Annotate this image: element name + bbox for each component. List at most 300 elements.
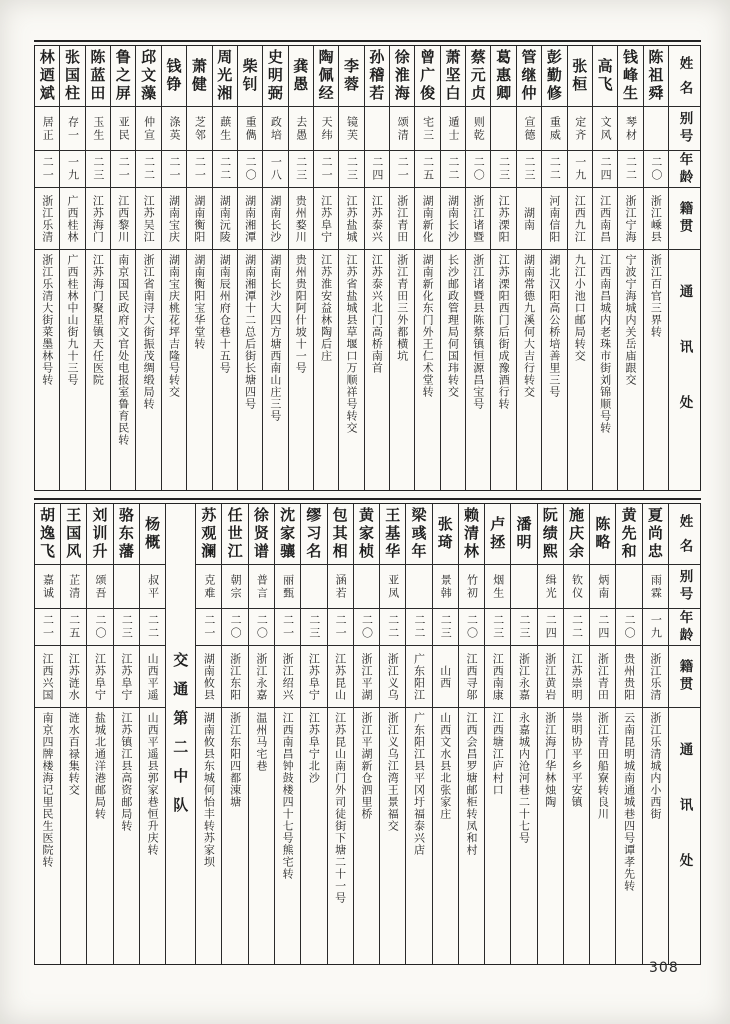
person-name-text: 黄家桢 — [356, 507, 375, 561]
person-alias-text: 亚民 — [117, 115, 131, 142]
person-name — [249, 504, 274, 564]
person-native-text: 浙江乐清 — [648, 652, 662, 701]
person-alias-text: 钦仪 — [570, 573, 584, 600]
person-age-text: 二二 — [548, 156, 562, 182]
person-native-text: 山西平遥 — [146, 652, 160, 701]
person-alias-text: 朝宗 — [229, 573, 243, 600]
person-name-text: 林迺斌 — [37, 49, 56, 103]
person-age-text: 二〇 — [623, 614, 637, 640]
person-name-text: 梁彧年 — [409, 507, 428, 561]
person-alias-text: 叔平 — [146, 573, 160, 600]
person-alias — [568, 106, 592, 150]
person-native-text: 江西南昌 — [598, 194, 612, 243]
person-native-text: 浙江乐清 — [40, 194, 54, 243]
person-native-text: 河南信阳 — [547, 194, 561, 243]
person-name-text: 徐贤谱 — [251, 507, 270, 561]
header-name-text: 姓名 — [676, 513, 693, 563]
person-age — [289, 150, 313, 187]
roster-table-bottom — [34, 498, 701, 965]
person-name-text: 鲁之屏 — [113, 49, 132, 103]
person-column — [314, 46, 339, 490]
header-native-text: 籍贯 — [676, 201, 693, 236]
person-age — [111, 150, 135, 187]
person-native-text: 浙江东阳 — [228, 652, 242, 701]
person-native — [643, 645, 668, 707]
person-column — [406, 504, 432, 964]
person-age — [35, 150, 59, 187]
person-age — [87, 608, 112, 645]
person-native-text: 江西兴国 — [41, 652, 55, 701]
person-name-text: 任世江 — [225, 507, 244, 561]
person-name — [140, 504, 165, 564]
person-name — [328, 504, 353, 564]
person-address-text: 浙江省南浔大街振茂绸缎局转 — [142, 254, 156, 410]
person-alias-text: 宣德 — [523, 115, 537, 142]
person-address — [542, 249, 566, 490]
person-alias — [354, 564, 379, 608]
person-age-text: 二三 — [518, 614, 532, 640]
person-native-text: 江苏吴江 — [142, 194, 156, 243]
person-name-text: 骆东藩 — [116, 507, 135, 561]
person-age — [187, 150, 211, 187]
person-name — [301, 504, 326, 564]
person-age-text: 二二 — [218, 156, 232, 182]
person-alias — [162, 106, 186, 150]
person-age — [390, 150, 414, 187]
person-address-text: 浙江乐清大街菜墨林号转 — [40, 254, 54, 386]
person-alias — [406, 564, 431, 608]
person-native-text: 浙江嵊县 — [649, 194, 663, 243]
person-name — [568, 46, 592, 106]
person-column — [263, 46, 288, 490]
person-alias-text: 仲宣 — [142, 115, 156, 142]
person-column — [61, 504, 87, 964]
person-address-text: 江西南昌城内老珠市街刘锦顺号转 — [598, 254, 612, 434]
person-address — [415, 249, 439, 490]
person-native — [136, 187, 160, 249]
person-age — [466, 150, 490, 187]
person-native-text: 湖南长沙 — [446, 194, 460, 243]
person-native-text: 浙江义乌 — [386, 652, 400, 701]
person-column — [415, 46, 440, 490]
person-address — [238, 249, 262, 490]
person-column — [354, 504, 380, 964]
roster-table-top — [34, 40, 701, 491]
person-native-text: 江苏阜宁 — [319, 194, 333, 243]
person-address-text: 湖南长沙大四方塘西南山庄三号 — [268, 254, 282, 422]
person-address — [441, 249, 465, 490]
person-native-text: 湖南攸县 — [202, 652, 216, 701]
person-native — [406, 645, 431, 707]
person-age — [339, 150, 363, 187]
person-native — [568, 187, 592, 249]
person-native-text: 浙江永嘉 — [254, 652, 268, 701]
person-column — [222, 504, 248, 964]
person-alias-text: 定齐 — [573, 115, 587, 142]
person-alias — [86, 106, 110, 150]
person-age-text: 一九 — [649, 614, 663, 640]
person-age — [643, 608, 668, 645]
person-column — [433, 504, 459, 964]
person-age — [213, 150, 237, 187]
person-native — [213, 187, 237, 249]
person-native — [314, 187, 338, 249]
person-native — [538, 645, 563, 707]
person-address — [61, 707, 86, 964]
person-address — [140, 707, 165, 964]
person-name-text: 刘训升 — [90, 507, 109, 561]
person-name — [485, 504, 510, 564]
person-native — [564, 645, 589, 707]
person-address — [222, 707, 247, 964]
person-age — [196, 608, 221, 645]
person-alias — [538, 564, 563, 608]
person-name-text: 史明弼 — [265, 49, 284, 103]
person-address — [275, 707, 300, 964]
roster-table-top-grid — [34, 45, 701, 491]
person-address-text: 浙江百官三界转 — [649, 254, 663, 338]
person-column — [441, 46, 466, 490]
person-name — [441, 46, 465, 106]
person-alias — [643, 564, 668, 608]
person-alias — [114, 564, 139, 608]
person-name-text: 高飞 — [595, 58, 614, 94]
person-address-text: 湖南湘潭十二总后街长塘四号 — [243, 254, 257, 410]
person-alias — [390, 106, 414, 150]
person-age — [35, 608, 60, 645]
person-age — [263, 150, 287, 187]
person-address-text: 湖南宝庆桃花坪吉隆号转交 — [167, 254, 181, 398]
person-name-text: 管继仲 — [519, 49, 538, 103]
person-column — [564, 504, 590, 964]
person-address-text: 江苏溧阳西门后街成豫酒行转 — [497, 254, 511, 410]
person-name-text: 曾广俊 — [418, 49, 437, 103]
person-address — [406, 707, 431, 964]
person-alias — [339, 106, 363, 150]
person-column — [35, 504, 61, 964]
person-native-text: 江苏阜宁 — [307, 652, 321, 701]
person-age — [60, 150, 84, 187]
person-name-text: 卢拯 — [488, 516, 507, 552]
person-alias — [491, 106, 515, 150]
person-name — [491, 46, 515, 106]
person-alias — [618, 106, 642, 150]
person-alias — [593, 106, 617, 150]
person-age — [380, 608, 405, 645]
person-address-text: 江苏海门聚星镇天任医院 — [91, 254, 105, 386]
person-name — [86, 46, 110, 106]
person-name-text: 柴钊 — [240, 58, 259, 94]
person-address-text: 永嘉城内沧河巷二十七号 — [517, 712, 531, 844]
person-native-text: 广东阳江 — [412, 652, 426, 701]
person-age-text: 二一 — [202, 614, 216, 640]
person-column — [87, 504, 113, 964]
person-native — [354, 645, 379, 707]
person-age-text: 二一 — [41, 614, 55, 640]
person-alias — [517, 106, 541, 150]
person-age — [275, 608, 300, 645]
person-age — [644, 150, 668, 187]
person-age — [491, 150, 515, 187]
person-name — [162, 46, 186, 106]
person-native-text: 山西 — [438, 664, 452, 689]
person-age — [590, 608, 615, 645]
person-native — [35, 187, 59, 249]
person-age-text: 二二 — [570, 614, 584, 640]
person-name — [538, 504, 563, 564]
person-address-text: 盐城北通洋港邮局转 — [93, 712, 107, 820]
person-address — [60, 249, 84, 490]
header-address — [669, 707, 700, 964]
person-name-text: 张琦 — [435, 516, 454, 552]
person-alias — [564, 564, 589, 608]
person-age-text: 二一 — [117, 156, 131, 182]
person-alias-text: 天纬 — [320, 115, 334, 142]
person-native-text: 江西九江 — [573, 194, 587, 243]
person-alias-text: 亚凤 — [386, 573, 400, 600]
person-name — [213, 46, 237, 106]
person-native — [590, 645, 615, 707]
person-name-text: 陈蓝田 — [88, 49, 107, 103]
person-age-text: 二一 — [320, 156, 334, 182]
person-native — [61, 645, 86, 707]
person-age-text: 二三 — [497, 156, 511, 182]
person-address-text: 广西桂林中山街九十三号 — [66, 254, 80, 386]
header-alias-text: 别号 — [676, 569, 693, 604]
person-address — [114, 707, 139, 964]
header-alias — [669, 564, 700, 608]
person-native-text: 江苏泰兴 — [370, 194, 384, 243]
header-alias-text: 别号 — [676, 111, 693, 146]
person-alias — [415, 106, 439, 150]
person-native — [542, 187, 566, 249]
person-column — [249, 504, 275, 964]
person-name-text: 夏尚忠 — [645, 507, 664, 561]
person-address — [187, 249, 211, 490]
person-alias-text: 政培 — [269, 115, 283, 142]
person-alias-text: 去愚 — [294, 115, 308, 142]
person-alias-text: 竹初 — [465, 573, 479, 600]
person-alias-text: 雨霖 — [649, 573, 663, 600]
person-name-text: 李蓉 — [342, 58, 360, 94]
person-age-text: 二三 — [345, 156, 359, 182]
person-name — [365, 46, 389, 106]
person-address — [196, 707, 221, 964]
person-age-text: 一九 — [66, 156, 80, 182]
person-name — [459, 504, 484, 564]
person-name-text: 钱铮 — [164, 58, 183, 94]
person-age-text: 二一 — [396, 156, 410, 182]
person-address-text: 江苏镇江县高资邮局转 — [119, 712, 133, 832]
person-age-text: 二五 — [67, 614, 81, 640]
person-native — [339, 187, 363, 249]
person-age-text: 一八 — [269, 156, 283, 182]
person-address — [263, 249, 287, 490]
person-column — [542, 46, 567, 490]
person-age-text: 二〇 — [649, 156, 663, 182]
person-name-text: 萧健 — [189, 58, 208, 94]
person-alias — [380, 564, 405, 608]
person-native — [415, 187, 439, 249]
person-alias-text: 玉生 — [91, 115, 105, 142]
person-name — [60, 46, 84, 106]
person-name — [275, 504, 300, 564]
person-name — [590, 504, 615, 564]
person-age-text: 二三 — [120, 614, 134, 640]
person-native-text: 湖南湘潭 — [243, 194, 257, 243]
person-address-text: 涟水百禄集转交 — [67, 712, 81, 796]
person-address — [433, 707, 458, 964]
person-age — [616, 608, 641, 645]
person-name-text: 阮绩熙 — [540, 507, 559, 561]
person-age — [162, 150, 186, 187]
person-native — [593, 187, 617, 249]
person-alias-text: 芷清 — [67, 573, 81, 600]
person-column — [511, 504, 537, 964]
person-column — [643, 504, 669, 964]
person-age — [86, 150, 110, 187]
person-age — [564, 608, 589, 645]
roster-table-bottom-grid — [34, 503, 701, 965]
person-column — [301, 504, 327, 964]
person-age — [222, 608, 247, 645]
person-native-text: 江苏崇明 — [570, 652, 584, 701]
person-address-text: 南京国民政府文官处电报室鲁育民转 — [116, 254, 130, 446]
person-address-text: 江苏泰兴北门高桥南首 — [370, 254, 384, 374]
person-name-text: 萧坚白 — [443, 49, 462, 103]
person-alias — [542, 106, 566, 150]
person-name-text: 张国柱 — [63, 49, 82, 103]
person-name-text: 蔡元贞 — [468, 49, 487, 103]
person-age-text: 二三 — [91, 156, 105, 182]
person-native — [140, 645, 165, 707]
person-native — [86, 187, 110, 249]
person-column — [538, 504, 564, 964]
person-address-text: 湖南衡阳宝华堂转 — [192, 254, 206, 350]
person-age — [485, 608, 510, 645]
person-address — [564, 707, 589, 964]
person-native-text: 浙江永嘉 — [517, 652, 531, 701]
person-native — [60, 187, 84, 249]
person-name — [196, 504, 221, 564]
person-column — [136, 46, 161, 490]
person-address — [301, 707, 326, 964]
person-alias — [328, 564, 353, 608]
person-native — [433, 645, 458, 707]
person-name — [415, 46, 439, 106]
header-name — [669, 504, 700, 564]
person-address — [328, 707, 353, 964]
person-alias — [111, 106, 135, 150]
person-name-text: 龚愚 — [291, 58, 310, 94]
person-address — [111, 249, 135, 490]
person-alias-text: 丽甄 — [281, 573, 295, 600]
person-name — [354, 504, 379, 564]
person-alias — [35, 564, 60, 608]
person-name — [187, 46, 211, 106]
person-age-text: 二二 — [146, 614, 160, 640]
person-address — [380, 707, 405, 964]
person-native — [162, 187, 186, 249]
person-alias-text: 涤英 — [167, 115, 181, 142]
person-age-text: 二三 — [491, 614, 505, 640]
person-name-text: 葛惠卿 — [494, 49, 513, 103]
person-native-text: 浙江绍兴 — [281, 652, 295, 701]
person-native — [222, 645, 247, 707]
person-alias-text: 颂吾 — [94, 573, 108, 600]
person-name-text: 张桓 — [570, 58, 589, 94]
person-column — [593, 46, 618, 490]
page-number: 308 — [649, 960, 679, 976]
person-address — [314, 249, 338, 490]
person-column — [618, 46, 643, 490]
person-name-text: 徐淮海 — [392, 49, 411, 103]
header-alias — [669, 106, 700, 150]
person-age-text: 二三 — [307, 614, 321, 640]
person-native-text: 湖南衡阳 — [192, 194, 206, 243]
person-address-text: 山西文水县北张家庄 — [438, 712, 452, 820]
person-alias-text: 宅三 — [421, 115, 435, 142]
person-age-text: 二四 — [370, 156, 384, 182]
person-column — [328, 504, 354, 964]
person-native — [187, 187, 211, 249]
person-native-text: 浙江平湖 — [359, 652, 373, 701]
person-age — [433, 608, 458, 645]
section-divider-column — [166, 504, 196, 964]
person-column — [644, 46, 669, 490]
person-address-text: 长沙邮政管理局何国玮转交 — [446, 254, 460, 398]
person-native-text: 贵州贵阳 — [622, 652, 636, 701]
person-address — [644, 249, 668, 490]
person-column — [517, 46, 542, 490]
person-column — [196, 504, 222, 964]
person-age-text: 二〇 — [465, 614, 479, 640]
person-name-text: 王国风 — [64, 507, 83, 561]
person-address-text: 浙江平湖新仓泗里桥 — [359, 712, 373, 820]
person-address — [390, 249, 414, 490]
person-address — [568, 249, 592, 490]
person-native — [644, 187, 668, 249]
person-alias-text: 重威 — [548, 115, 562, 142]
person-column — [60, 46, 85, 490]
person-alias-text: 普言 — [255, 573, 269, 600]
person-address — [249, 707, 274, 964]
person-alias — [644, 106, 668, 150]
person-alias-text: 克难 — [202, 573, 216, 600]
person-address-text: 湖南辰州府仓巷十五号 — [218, 254, 232, 374]
header-column — [669, 504, 700, 964]
person-native — [301, 645, 326, 707]
person-age-text: 二三 — [523, 156, 537, 182]
person-alias — [314, 106, 338, 150]
person-alias — [616, 564, 641, 608]
person-address-text: 湖南新化东门外王仁术堂转 — [421, 254, 435, 398]
person-address-text: 崇明协平乡平安镇 — [570, 712, 584, 808]
person-name — [643, 504, 668, 564]
person-native — [390, 187, 414, 249]
person-address-text: 江苏省盐城县草堰口万顺祥号转交 — [345, 254, 358, 434]
person-address — [643, 707, 668, 964]
person-column — [162, 46, 187, 490]
person-age-text: 二〇 — [255, 614, 269, 640]
person-native — [196, 645, 221, 707]
person-alias-text: 景韩 — [439, 573, 453, 600]
person-alias-text: 烟生 — [491, 573, 505, 600]
person-age-text: 二一 — [281, 614, 295, 640]
person-age-text: 二一 — [41, 156, 55, 182]
person-alias-text: 涵若 — [334, 573, 348, 600]
person-address — [162, 249, 186, 490]
